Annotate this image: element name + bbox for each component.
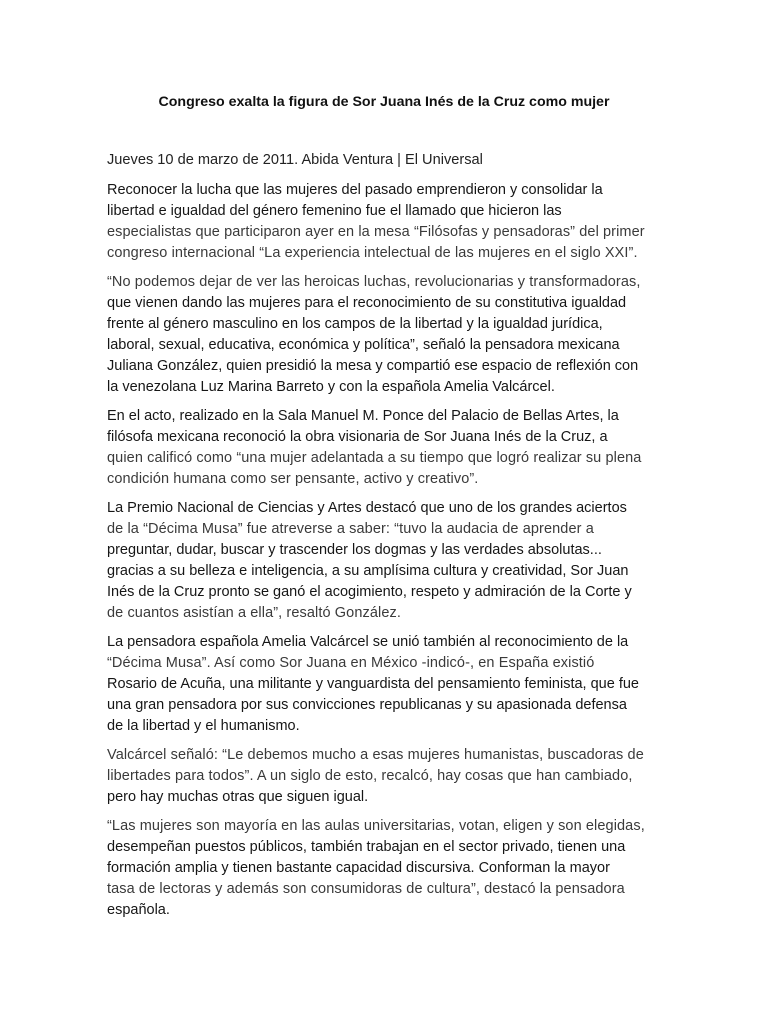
paragraph-7 xyxy=(107,816,661,921)
paragraph-line: de la “Décima Musa” fue atreverse a saber: “tuvo la audacia de aprender a xyxy=(107,521,594,537)
paragraph-line: que vienen dando las mujeres para el reconocimiento de su constitutiva igualdad xyxy=(107,295,627,311)
paragraph-line: pero hay muchas otras que siguen igual. xyxy=(107,789,369,805)
paragraph-line: condición humana como ser pensante, activo y creativo”. xyxy=(107,471,479,487)
paragraph-line: “No podemos dejar de ver las heroicas luchas, revolucionarias y transformadoras, xyxy=(107,274,641,290)
paragraph-line: “Las mujeres son mayoría en las aulas universitarias, votan, eligen y son elegidas, xyxy=(107,818,645,834)
paragraph-line: Valcárcel señaló: “Le debemos mucho a esas mujeres humanistas, buscadoras de xyxy=(107,747,644,763)
article-title: Congreso exalta la figura de Sor Juana Inés de la Cruz como mujer xyxy=(158,94,610,110)
paragraph-line: filósofa mexicana reconoció la obra visionaria de Sor Juana Inés de la Cruz, a xyxy=(107,429,608,445)
paragraph-line: En el acto, realizado en la Sala Manuel M. Ponce del Palacio de Bellas Artes, la xyxy=(107,408,619,424)
paragraph-line: libertad e igualdad del género femenino fue el llamado que hicieron las xyxy=(107,203,562,219)
paragraph-line: tasa de lectoras y además son consumidoras de cultura”, destacó la pensadora xyxy=(107,881,625,897)
paragraph-5 xyxy=(107,632,661,737)
paragraph-line: de cuantos asistían a ella”, resaltó González. xyxy=(107,605,401,621)
paragraph-line: especialistas que participaron ayer en la mesa “Filósofas y pensadoras” del primer xyxy=(107,224,645,240)
paragraph-line: quien calificó como “una mujer adelantada a su tiempo que logró realizar su plena xyxy=(107,450,642,466)
paragraph-line: de la libertad y el humanismo. xyxy=(107,718,300,734)
article-byline: Jueves 10 de marzo de 2011. Abida Ventura | El Universal xyxy=(107,152,483,168)
paragraph-4 xyxy=(107,498,661,624)
paragraph-line: frente al género masculino en los campos de la libertad y la igualdad jurídica, xyxy=(107,316,603,332)
article-body xyxy=(107,180,661,929)
paragraph-line: Juliana González, quien presidió la mesa y compartió ese espacio de reflexión con xyxy=(107,358,639,374)
paragraph-line: Inés de la Cruz pronto se ganó el acogimiento, respeto y admiración de la Corte y xyxy=(107,584,632,600)
paragraph-line: congreso internacional “La experiencia intelectual de las mujeres en el siglo XXI”. xyxy=(107,245,638,261)
paragraph-line: laboral, sexual, educativa, económica y política”, señaló la pensadora mexicana xyxy=(107,337,620,353)
paragraph-line: Rosario de Acuña, una militante y vanguardista del pensamiento feminista, que fue xyxy=(107,676,639,692)
paragraph-line: española. xyxy=(107,902,170,918)
paragraph-line: la venezolana Luz Marina Barreto y con la española Amelia Valcárcel. xyxy=(107,379,555,395)
paragraph-1 xyxy=(107,180,661,264)
paragraph-2 xyxy=(107,272,661,398)
paragraph-line: una gran pensadora por sus convicciones republicanas y su apasionada defensa xyxy=(107,697,627,713)
paragraph-line: Reconocer la lucha que las mujeres del pasado emprendieron y consolidar la xyxy=(107,182,603,198)
paragraph-line: libertades para todos”. A un siglo de esto, recalcó, hay cosas que han cambiado, xyxy=(107,768,633,784)
paragraph-line: gracias a su belleza e inteligencia, a su amplísima cultura y creatividad, Sor Juan xyxy=(107,563,629,579)
paragraph-line: desempeñan puestos públicos, también trabajan en el sector privado, tienen una xyxy=(107,839,626,855)
paragraph-3 xyxy=(107,406,661,490)
paragraph-line: La Premio Nacional de Ciencias y Artes destacó que uno de los grandes aciertos xyxy=(107,500,627,516)
paragraph-line: “Décima Musa”. Así como Sor Juana en México -indicó-, en España existió xyxy=(107,655,595,671)
paragraph-line: preguntar, dudar, buscar y trascender los dogmas y las verdades absolutas... xyxy=(107,542,602,558)
paragraph-line: La pensadora española Amelia Valcárcel se unió también al reconocimiento de la xyxy=(107,634,629,650)
paragraph-line: formación amplia y tienen bastante capacidad discursiva. Conforman la mayor xyxy=(107,860,610,876)
paragraph-6 xyxy=(107,745,661,808)
